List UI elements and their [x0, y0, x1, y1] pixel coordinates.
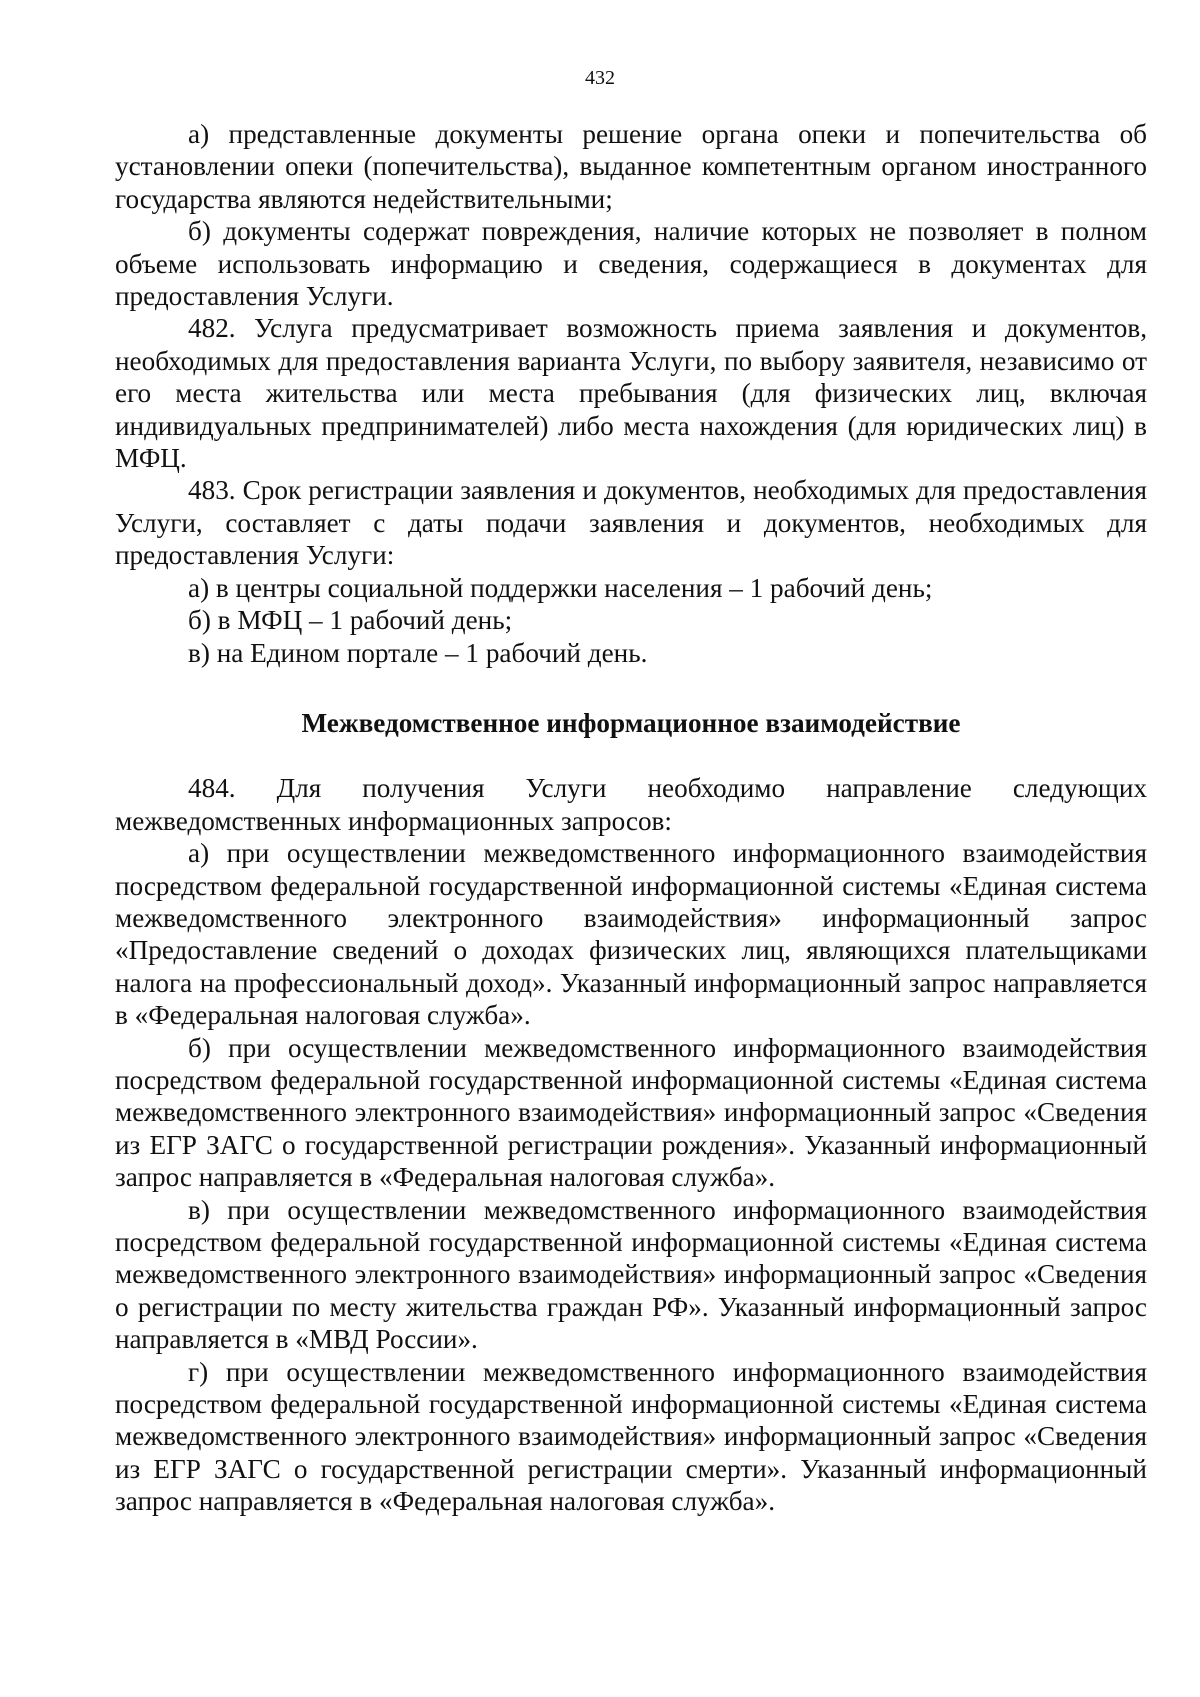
- list-item-484-b: б) при осуществлении межведомственного информационного взаимодействия посредством федеральной государственной информационной системы «Единая система межведомственного электронного взаимодействия» информационный запрос «Сведения из ЕГР ЗАГС о государственной регистрации рождения». Указанный информационный запрос направляется в «Федеральная налоговая служба».: [115, 1032, 1147, 1193]
- list-item-484-a: а) при осуществлении межведомственного информационного взаимодействия посредством федеральной государственной информационной системы «Единая система межведомственного электронного взаимодействия» информационный запрос «Предоставление сведений о доходах физических лиц, являющихся плательщиками налога на профессиональный доход». Указанный информационный запрос направляется в «Федеральная налоговая служба».: [115, 838, 1147, 1031]
- list-item-484-d: г) при осуществлении межведомственного информационного взаимодействия посредством федеральной государственной информационной системы «Единая система межведомственного электронного взаимодействия» информационный запрос «Сведения из ЕГР ЗАГС о государственной регистрации смерти». Указанный информационный запрос направляется в «Федеральная налоговая служба».: [115, 1356, 1147, 1517]
- page-number: 432: [585, 67, 615, 89]
- paragraph-b-damaged-documents: б) документы содержат повреждения, наличие которых не позволяет в полном объеме использовать информацию и сведения, содержащиеся в документах для предоставления Услуги.: [115, 216, 1147, 312]
- list-item-483-c: в) на Едином портале – 1 рабочий день.: [188, 637, 648, 668]
- paragraph-484: 484. Для получения Услуги необходимо направление следующих межведомственных информационных запросов:: [115, 773, 1147, 836]
- paragraph-482: 482. Услуга предусматривает возможность приема заявления и документов, необходимых для предоставления варианта Услуги, по выбору заявителя, независимо от его места жительства или места пребывания (для физических лиц, включая индивидуальных предпринимателей) либо места нахождения (для юридических лиц) в МФЦ.: [115, 313, 1147, 474]
- paragraph-483: 483. Срок регистрации заявления и документов, необходимых для предоставления Услуги, составляет с даты подачи заявления и документов, необходимых для предоставления Услуги:: [115, 475, 1147, 571]
- list-item-484-c: в) при осуществлении межведомственного информационного взаимодействия посредством федеральной государственной информационной системы «Единая система межведомственного электронного взаимодействия» информационный запрос «Сведения о регистрации по месту жительства граждан РФ». Указанный информационный запрос направляется в «МВД России».: [115, 1194, 1147, 1355]
- paragraph-a-invalid-documents: а) представленные документы решение органа опеки и попечительства об установлении опеки (попечительства), выданное компетентным органом иностранного государства являются недействительными;: [115, 119, 1147, 214]
- section-heading: Межведомственное информационное взаимодействие: [301, 707, 961, 738]
- document-body: [115, 118, 1147, 1518]
- list-item-483-a: а) в центры социальной поддержки населения – 1 рабочий день;: [188, 572, 933, 603]
- list-item-483-b: б) в МФЦ – 1 рабочий день;: [188, 605, 513, 636]
